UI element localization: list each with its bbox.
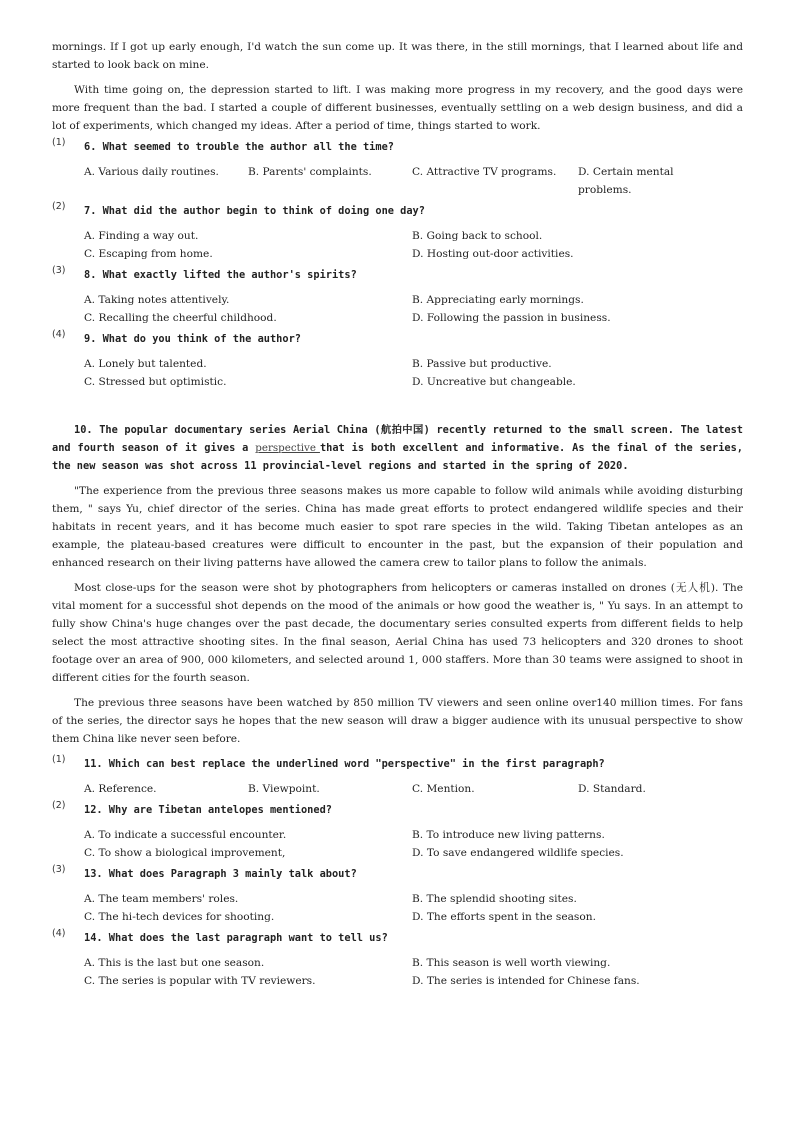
passage-paragraph: With time going on, the depression started to lift. I was making more progress in my recovery, and the good days were more frequent than the bad. I started a couple of different businesses, eventually settling on a web design business, and did a lot of experiments, which changed my ideas. After a period of time, things started to work. — [52, 84, 743, 132]
option-c[interactable]: C. The series is popular with TV reviewers. — [84, 975, 316, 987]
question-number: (3) — [52, 864, 66, 875]
option-c[interactable]: C. Attractive TV programs. — [412, 166, 557, 178]
option-d[interactable]: D. Certain mental problems. — [578, 166, 674, 196]
intro-text: 10. The popular documentary series Aerial China (航拍中国) recently returned to the small screen. The latest and fourth season of it gives a — [52, 424, 743, 454]
passage-intro — [52, 421, 743, 475]
option-b[interactable]: B. Viewpoint. — [248, 783, 320, 795]
option-c[interactable]: C. The hi-tech devices for shooting. — [84, 911, 275, 923]
question-text: 13. What does Paragraph 3 mainly talk about? — [84, 868, 357, 880]
intro-text: that is both excellent and informative. As the final of the series, the new season was shot across 11 provincial-level regions and started in the spring of 2020. — [52, 442, 743, 472]
option-b[interactable]: B. This season is well worth viewing. — [412, 957, 611, 969]
option-d[interactable]: D. Hosting out-door activities. — [412, 248, 574, 260]
option-a[interactable]: A. To indicate a successful encounter. — [84, 829, 287, 841]
options — [84, 291, 743, 327]
question-number: (4) — [52, 329, 66, 340]
passage-paragraph: mornings. If I got up early enough, I'd watch the sun come up. It was there, in the still mornings, that I learned about life and started to look back on mine. — [52, 41, 743, 71]
option-c[interactable]: C. To show a biological improvement, — [84, 847, 286, 859]
options — [84, 890, 743, 926]
option-a[interactable]: A. Reference. — [84, 783, 157, 795]
question-number: (1) — [52, 137, 66, 148]
question — [52, 139, 743, 163]
passage-paragraph: The previous three seasons have been watched by 850 million TV viewers and seen online over140 million times. For fans of the series, the director says he hopes that the new season will draw a bigger audience with its unusual perspective to show them China like never seen before. — [52, 697, 743, 745]
question — [52, 866, 743, 890]
question-text: 9. What do you think of the author? — [84, 333, 301, 345]
question-number: (3) — [52, 265, 66, 276]
option-a[interactable]: A. Various daily routines. — [84, 166, 219, 178]
question-text: 12. Why are Tibetan antelopes mentioned? — [84, 804, 332, 816]
question-text: 11. Which can best replace the underlined word "perspective" in the first paragraph? — [84, 758, 605, 770]
option-d[interactable]: D. The efforts spent in the season. — [412, 911, 596, 923]
option-a[interactable]: A. Lonely but talented. — [84, 358, 207, 370]
question — [52, 267, 743, 291]
option-a[interactable]: A. The team members' roles. — [84, 893, 239, 905]
question-text: 8. What exactly lifted the author's spirits? — [84, 269, 357, 281]
passage-paragraph: Most close-ups for the season were shot by photographers from helicopters or cameras installed on drones (无人机). The vital moment for a successful shot depends on the mood of the animals or how good the weather is, " Yu says. In an attempt to fully show China's huge changes over the past decade, the documentary series consulted experts from different fields to help select the most attractive shooting sites. In the final season, Aerial China has used 73 helicopters and 320 drones to shoot footage over an area of 900, 000 kilometers, and selected around 1, 000 staffers. More than 30 teams were assigned to shoot in different cities for the fourth season. — [52, 582, 743, 684]
question-text: 6. What seemed to trouble the author all the time? — [84, 141, 394, 153]
question-text: 7. What did the author begin to think of doing one day? — [84, 205, 425, 217]
option-a[interactable]: A. This is the last but one season. — [84, 957, 265, 969]
option-c[interactable]: C. Recalling the cheerful childhood. — [84, 312, 277, 324]
options — [84, 355, 743, 391]
option-d[interactable]: D. Standard. — [578, 783, 646, 795]
options — [84, 227, 743, 263]
options — [84, 163, 743, 199]
option-d[interactable]: D. The series is intended for Chinese fans. — [412, 975, 640, 987]
question-number: (4) — [52, 928, 66, 939]
option-a[interactable]: A. Taking notes attentively. — [84, 294, 230, 306]
option-d[interactable]: D. Uncreative but changeable. — [412, 376, 576, 388]
question — [52, 331, 743, 355]
options — [84, 826, 743, 862]
option-c[interactable]: C. Stressed but optimistic. — [84, 376, 227, 388]
question — [52, 930, 743, 954]
exam-page — [52, 38, 743, 994]
question-number: (1) — [52, 754, 66, 765]
option-b[interactable]: B. The splendid shooting sites. — [412, 893, 577, 905]
question — [52, 756, 743, 780]
option-a[interactable]: A. Finding a way out. — [84, 230, 199, 242]
option-d[interactable]: D. To save endangered wildlife species. — [412, 847, 624, 859]
options — [84, 954, 743, 990]
passage-paragraph: "The experience from the previous three seasons makes us more capable to follow wild animals while avoiding disturbing them, " says Yu, chief director of the series. China has made great efforts to protect endangered wildlife species and their habitats in recent years, and it has become much easier to spot rare species in the wild. Taking Tibetan antelopes as an example, the plateau-based creatures were difficult to encounter in the past, but the expansion of their population and enhanced research on their living patterns have allowed the camera crew to tailor plans to follow the animals. — [52, 485, 743, 569]
question — [52, 802, 743, 826]
question-number: (2) — [52, 800, 66, 811]
option-c[interactable]: C. Mention. — [412, 783, 475, 795]
underlined-word: perspective — [255, 442, 320, 454]
options — [84, 780, 743, 798]
option-b[interactable]: B. To introduce new living patterns. — [412, 829, 605, 841]
option-b[interactable]: B. Going back to school. — [412, 230, 543, 242]
question-number: (2) — [52, 201, 66, 212]
option-b[interactable]: B. Parents' complaints. — [248, 166, 372, 178]
option-d[interactable]: D. Following the passion in business. — [412, 312, 611, 324]
question — [52, 203, 743, 227]
option-b[interactable]: B. Appreciating early mornings. — [412, 294, 584, 306]
option-c[interactable]: C. Escaping from home. — [84, 248, 213, 260]
option-b[interactable]: B. Passive but productive. — [412, 358, 552, 370]
question-text: 14. What does the last paragraph want to tell us? — [84, 932, 388, 944]
